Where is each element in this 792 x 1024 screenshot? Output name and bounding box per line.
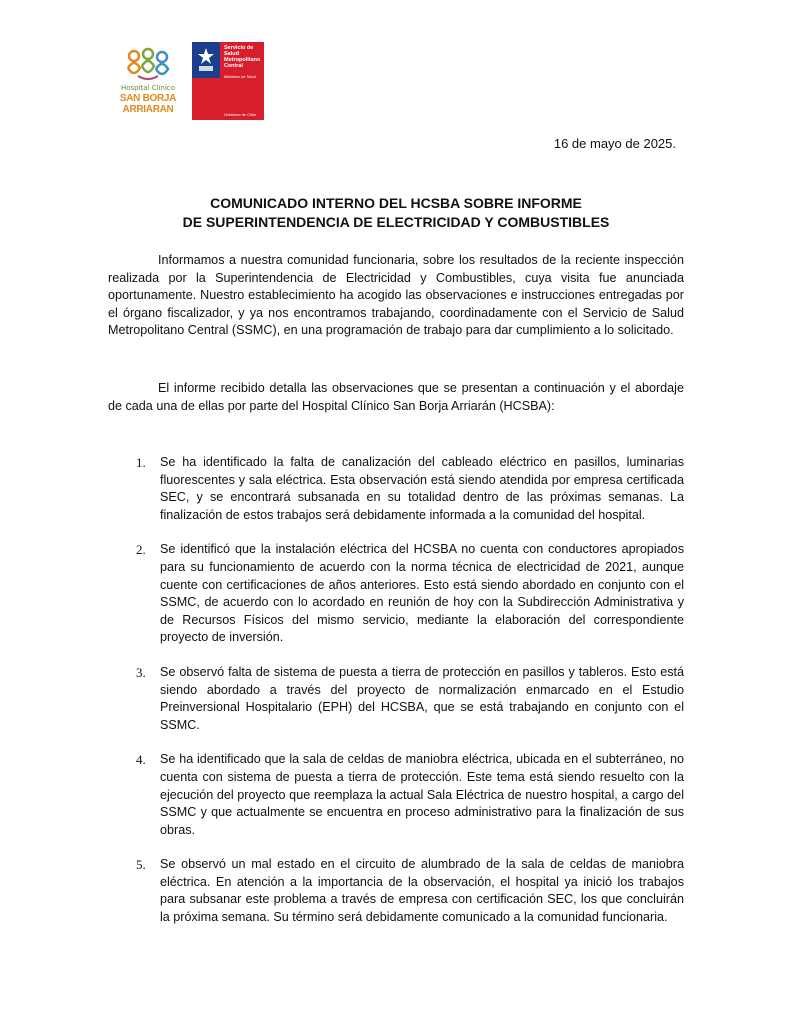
hospital-logo bbox=[116, 42, 180, 124]
observations-list bbox=[136, 454, 684, 944]
hospital-logo-line1: Hospital Clínico bbox=[120, 84, 176, 92]
list-item-number: 1. bbox=[136, 455, 146, 470]
list-item-text: Se observó un mal estado en el circuito de alumbrado de la sala de celdas de maniobra eléctrica. En atención a la importancia de la observación, el hospital ya inició los trabajos para subsanar este problema a través de empresa con certificación SEC, los que concluirán la próxima semana. Su término será debidamente comunicado a la comunidad funcionaria. bbox=[160, 857, 684, 925]
ssmc-government: Gobierno de Chile bbox=[224, 112, 257, 117]
paragraph-report: El informe recibido detalla las observaciones que se presentan a continuación y el abordaje de cada una de ellas por parte del Hospital Clínico San Borja Arriarán (HCSBA): bbox=[108, 381, 684, 413]
paragraph-intro: Informamos a nuestra comunidad funcionaria, sobre los resultados de la reciente inspección realizada por la Superintendencia de Electricidad y Combustibles, cuya visita fue anunciada oportunamente. Nuestro establecimiento ha acogido las observaciones e instrucciones entregadas por el órgano fiscalizador, y ya nos encontramos trabajando, coordinadamente con el Servicio de Salud Metropolitano Central (SSMC), en una programación de trabajo para dar cumplimiento a lo solicitado. bbox=[108, 253, 684, 338]
chile-emblem-icon bbox=[194, 46, 218, 74]
ssmc-logo bbox=[192, 42, 264, 120]
title-line-2: DE SUPERINTENDENCIA DE ELECTRICIDAD Y COMBUSTIBLES bbox=[182, 214, 610, 230]
list-item-text: Se ha identificado que la sala de celdas de maniobra eléctrica, ubicada en el subterráneo, no cuenta con sistema de puesta a tierra de protección. Este tema está siendo resuelto con la ejecución del proyecto que reemplaza la actual Sala Eléctrica de nuestro hospital, a cargo del SSMC y que actualmente se encuentra en proceso administrativo para la finalización de sus obras. bbox=[160, 752, 684, 837]
list-item-number: 4. bbox=[136, 752, 146, 768]
list-item bbox=[136, 664, 684, 734]
header-logos bbox=[116, 42, 276, 124]
document-title bbox=[100, 194, 692, 232]
document-date: 16 de mayo de 2025. bbox=[553, 136, 676, 151]
hospital-logo-line3: ARRIARAN bbox=[122, 104, 174, 115]
list-item bbox=[136, 751, 684, 839]
list-item-number: 2. bbox=[136, 542, 146, 558]
list-item bbox=[136, 856, 684, 926]
list-item-number: 3. bbox=[136, 664, 146, 680]
list-item bbox=[136, 454, 684, 524]
ssmc-subtitle: Ministerio de Salud bbox=[224, 75, 257, 79]
hospital-logo-line2: SAN BORJA bbox=[119, 93, 177, 104]
list-item-number: 5. bbox=[136, 857, 146, 873]
list-item-text: Se observó falta de sistema de puesta a tierra de protección en pasillos y tableros. Esto está siendo abordado a través del proyecto de normalización enmarcado en el Estudio Preinversional Hospitalario (EPH) del HCSBA, que se está trabajando en conjunto con el SSMC. bbox=[160, 664, 684, 732]
list-item bbox=[136, 541, 684, 647]
hospital-figures-icon bbox=[124, 46, 172, 84]
list-item-text: Se ha identificado la falta de canalización del cableado eléctrico en pasillos, luminarias fluorescentes y sala eléctrica. Esta observación está siendo atendida por empresa certificada SEC, y se encontrará subsanada en su totalidad dentro de las próximas semanas. La finalización de estos trabajos será debidamente informada a la comunidad del hospital. bbox=[160, 455, 684, 522]
list-item-text: Se identificó que la instalación eléctrica del HCSBA no cuenta con conductores apropiados para su funcionamiento de acuerdo con la norma técnica de electricidad de 2021, aunque cuente con certificaciones de años anteriores. Esto está siendo abordado en conjunto con el SSMC, de acuerdo con lo acordado en reunión de hoy con la Subdirección Administrativa y de Recursos Físicos del mismo servicio, mediante la elaboración del correspondiente proyecto de inversión. bbox=[160, 542, 684, 645]
ssmc-name: Servicio de Salud Metropolitano Central bbox=[224, 45, 261, 69]
title-line-1: COMUNICADO INTERNO DEL HCSBA SOBRE INFORME bbox=[210, 195, 582, 211]
